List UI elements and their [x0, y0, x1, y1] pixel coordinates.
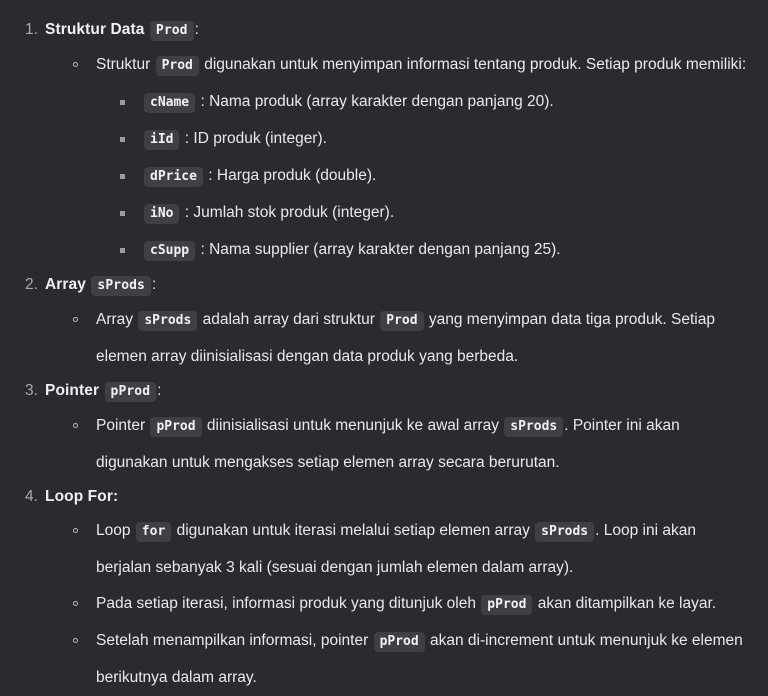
bullet-circle-icon: [73, 586, 80, 622]
code-chip-prod: Prod: [380, 311, 423, 331]
code-chip-iid: iId: [144, 130, 179, 150]
text-after: . Loop ini akan berjalan sebanyak 3 kali (sesuai dengan jumlah elemen dalam array).: [96, 522, 696, 576]
text-before: Loop: [96, 522, 131, 539]
code-chip-prod: Prod: [156, 56, 199, 76]
list-item-increment-desc: [68, 623, 748, 696]
sublist-level2: [68, 513, 748, 696]
text-before: Setelah menampilkan informasi, pointer: [96, 632, 369, 649]
heading-colon: :: [157, 382, 162, 399]
code-chip-csupp: cSupp: [144, 241, 195, 261]
code-chip-dprice: dPrice: [144, 167, 203, 187]
code-chip-for: for: [136, 522, 171, 542]
text-before: Pada setiap iterasi, informasi produk yang ditunjuk oleh: [96, 595, 476, 612]
list-item-field-cname: [118, 84, 748, 121]
code-chip-sprods: sProds: [504, 417, 563, 437]
item-heading: [45, 375, 748, 408]
heading-colon: :: [151, 276, 157, 293]
field-description: : Nama produk (array karakter dengan panjang 20).: [200, 93, 554, 110]
list-item-struktur-data: [20, 14, 748, 269]
list-item-loop-desc: [68, 513, 748, 586]
code-chip-pprod: pProd: [150, 417, 201, 437]
list-item-field-dprice: [118, 158, 748, 195]
list-item-field-iid: [118, 121, 748, 158]
heading-text: Loop For:: [45, 488, 119, 505]
list-item-loop-for: [20, 481, 748, 696]
text-before: Array: [96, 311, 134, 328]
bullet-circle-icon: [73, 623, 80, 659]
heading-text: Pointer: [45, 382, 100, 399]
list-item-array-sprods: [20, 269, 748, 375]
bullet-circle-icon: [73, 302, 80, 338]
text-mid: diinisialisasi untuk menunjuk ke awal array: [206, 417, 499, 434]
list-item-pointer-desc: [68, 408, 748, 481]
field-description: : ID produk (integer).: [184, 130, 327, 147]
list-item-pointer-pprod: [20, 375, 748, 481]
text-before: Struktur: [96, 56, 151, 73]
field-description: : Nama supplier (array karakter dengan panjang 25).: [200, 241, 561, 258]
field-description: : Jumlah stok produk (integer).: [184, 204, 395, 221]
heading-text: Struktur Data: [45, 21, 145, 38]
item-heading: [45, 14, 748, 47]
text-mid: adalah array dari struktur: [202, 311, 375, 328]
sublist-level3: [118, 84, 748, 269]
sublist-level2: [68, 47, 748, 269]
bullet-circle-icon: [73, 408, 80, 444]
code-chip-ino: iNo: [144, 204, 179, 224]
code-chip-pprod: pProd: [105, 382, 157, 402]
text-after: akan di-increment untuk menunjuk ke elemen berikutnya dalam array.: [96, 632, 743, 686]
list-item-field-ino: [118, 195, 748, 232]
sublist-level2: [68, 302, 748, 375]
bullet-circle-icon: [73, 47, 80, 83]
text-mid: digunakan untuk iterasi melalui setiap elemen array: [176, 522, 530, 539]
text-after: yang menyimpan data tiga produk. Setiap elemen array diinisialisasi dengan data produk yang berbeda.: [96, 311, 715, 365]
list-item-struktur-desc: [68, 47, 748, 269]
list-item-array-desc: [68, 302, 748, 375]
code-chip-sprods: sProds: [138, 311, 197, 331]
text-after: . Pointer ini akan digunakan untuk mengakses setiap elemen array secara berurutan.: [96, 417, 680, 471]
list-item-iteration-desc: [68, 586, 748, 623]
item-heading: [45, 269, 748, 302]
heading-text: Array: [45, 276, 86, 293]
code-chip-pprod: pProd: [481, 595, 532, 615]
code-chip-pprod: pProd: [374, 632, 425, 652]
field-description: : Harga produk (double).: [208, 167, 377, 184]
code-chip-prod: Prod: [150, 21, 194, 41]
code-chip-sprods: sProds: [535, 522, 594, 542]
item-heading: [45, 481, 748, 513]
sublist-level2: [68, 408, 748, 481]
list-item-field-csupp: [118, 232, 748, 269]
heading-colon: :: [194, 21, 200, 38]
numbered-list: [20, 14, 748, 696]
code-chip-sprods: sProds: [91, 276, 151, 296]
code-chip-cname: cName: [144, 93, 195, 113]
text-after: digunakan untuk menyimpan informasi tentang produk. Setiap produk memiliki:: [204, 56, 747, 73]
text-after: akan ditampilkan ke layar.: [537, 595, 717, 612]
text-before: Pointer: [96, 417, 146, 434]
bullet-circle-icon: [73, 513, 80, 549]
